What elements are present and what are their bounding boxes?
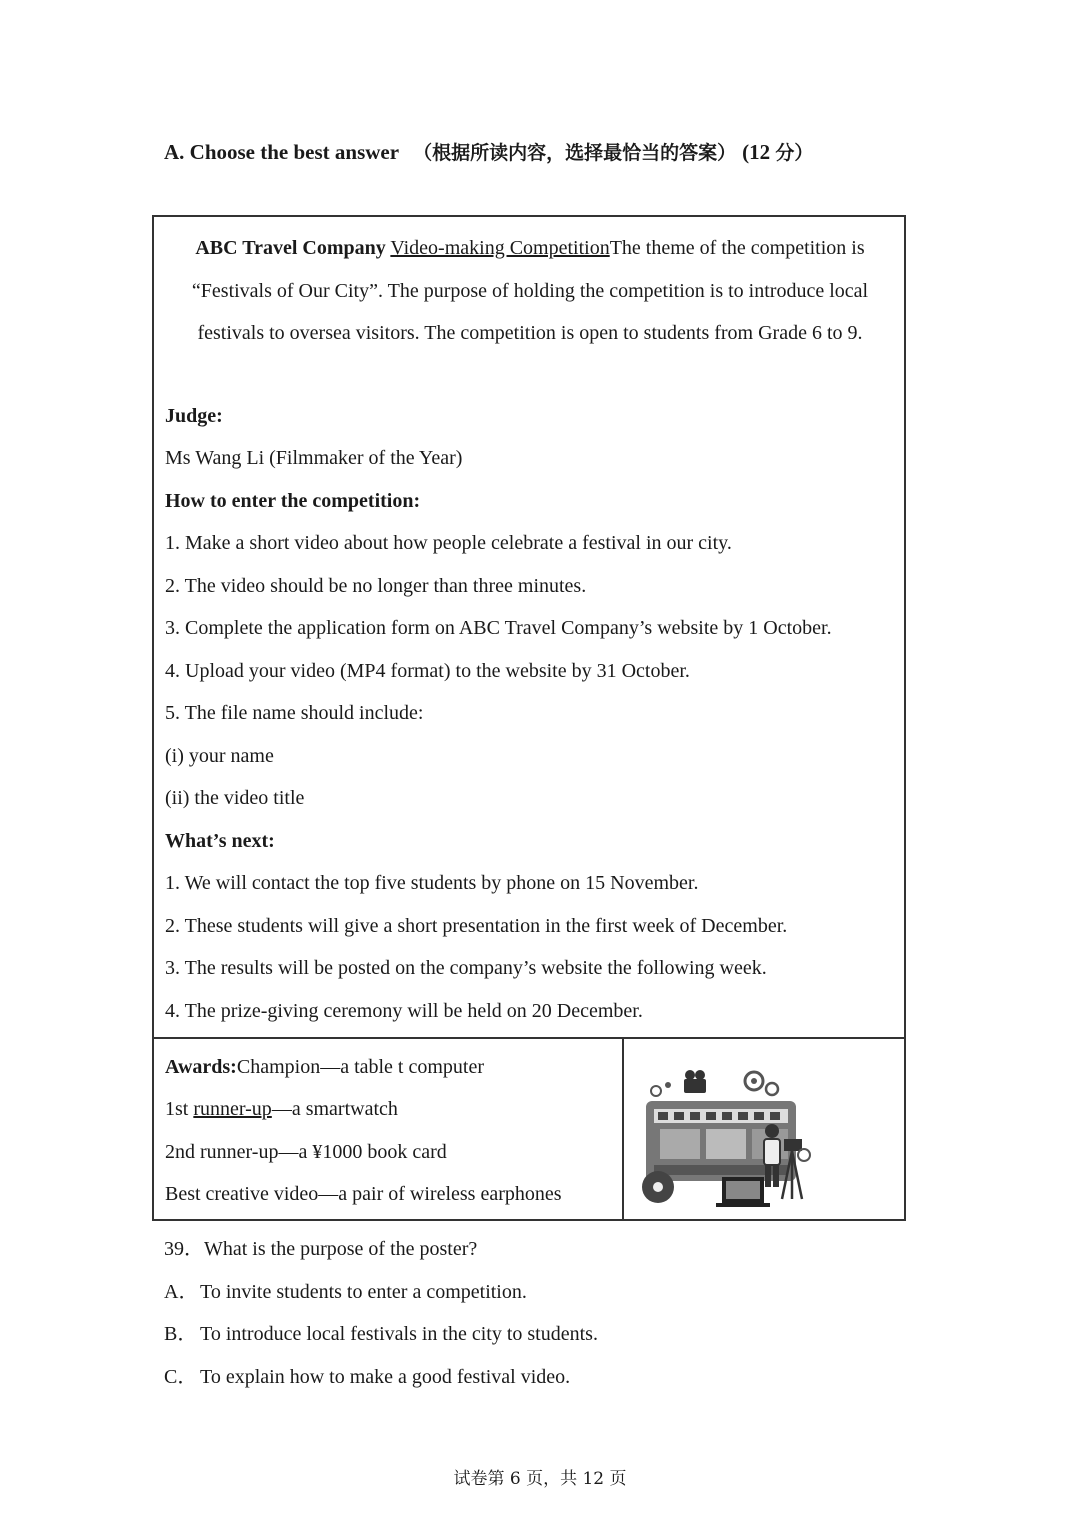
intro-text: The theme of the competition is “Festivals of Our City”. The purpose of holding the competition is to introduce local festivals to oversea visitors. The competition is open to students from Grade 6 to 9. xyxy=(191,237,869,344)
option-letter: A． xyxy=(164,1281,199,1303)
awards-panel xyxy=(154,1039,624,1219)
camera-icon xyxy=(684,1079,706,1093)
competition-poster xyxy=(152,215,906,1221)
enter-step: 4. Upload your video (MP4 format) to the website by 31 October. xyxy=(165,660,690,682)
enter-step: (i) your name xyxy=(165,745,274,767)
company-name: ABC Travel Company xyxy=(195,237,386,259)
film-crew-illustration xyxy=(624,1039,904,1219)
award-second-runner-up: 2nd runner-up—a ¥1000 book card xyxy=(165,1141,447,1163)
award-champion xyxy=(165,1056,484,1079)
score-unit: 分） xyxy=(775,142,814,164)
enter-step: 2. The video should be no longer than three minutes. xyxy=(165,575,587,597)
option-text: To invite students to enter a competition. xyxy=(200,1281,527,1303)
person-icon xyxy=(765,1124,779,1138)
video-production-icon xyxy=(624,1039,904,1219)
enter-step: 5. The file name should include: xyxy=(165,702,424,724)
next-step: 2. These students will give a short presentation in the first week of December. xyxy=(165,915,788,937)
gear-icon xyxy=(766,1083,778,1095)
answer-option-c[interactable] xyxy=(164,1360,570,1389)
answer-option-b[interactable] xyxy=(164,1317,598,1346)
award-first-runner-up xyxy=(165,1098,398,1121)
champion-prize: Champion—a table t computer xyxy=(236,1056,485,1078)
option-text: To explain how to make a good festival video. xyxy=(200,1366,571,1388)
answer-option-a[interactable] xyxy=(164,1275,527,1304)
next-step: 4. The prize-giving ceremony will be held on 20 December. xyxy=(165,1000,643,1022)
question-stem xyxy=(164,1232,477,1261)
section-label: A. Choose the best answer xyxy=(164,140,400,164)
judge-name: Ms Wang Li (Filmmaker of the Year) xyxy=(165,447,463,469)
next-step: 1. We will contact the top five students by phone on 15 November. xyxy=(165,872,699,894)
competition-title: Video-making Competition xyxy=(390,237,610,259)
tripod-camera-icon xyxy=(784,1139,802,1151)
runner-up-term: runner-up xyxy=(193,1098,272,1120)
enter-step: (ii) the video title xyxy=(165,787,305,809)
enter-heading: How to enter the competition: xyxy=(165,490,421,512)
enter-step: 1. Make a short video about how people celebrate a festival in our city. xyxy=(165,532,732,554)
awards-heading: Awards: xyxy=(165,1056,237,1078)
question-text: What is the purpose of the poster? xyxy=(204,1238,478,1260)
section-score xyxy=(742,140,813,164)
judge-heading: Judge: xyxy=(165,405,223,427)
page-footer: 试卷第 6 页，共 12 页 xyxy=(453,1469,627,1489)
enter-step: 3. Complete the application form on ABC Travel Company’s website by 1 October. xyxy=(165,617,832,639)
score-number: (12 xyxy=(742,140,771,164)
section-instruction: （根据所读内容，选择最恰当的答案） xyxy=(413,142,737,164)
option-text: To introduce local festivals in the city to students. xyxy=(200,1323,598,1345)
next-step: 3. The results will be posted on the company’s website the following week. xyxy=(165,957,767,979)
first-prefix: 1st xyxy=(165,1098,194,1120)
award-best-creative: Best creative video—a pair of wireless earphones xyxy=(165,1183,562,1205)
first-prize: —a smartwatch xyxy=(271,1098,398,1120)
poster-main-panel xyxy=(154,217,904,1039)
option-letter: B． xyxy=(164,1323,198,1345)
poster-intro xyxy=(166,227,894,355)
option-letter: C． xyxy=(164,1366,198,1388)
section-heading xyxy=(164,138,813,165)
next-heading: What’s next: xyxy=(165,830,275,852)
question-number: 39． xyxy=(164,1238,204,1260)
